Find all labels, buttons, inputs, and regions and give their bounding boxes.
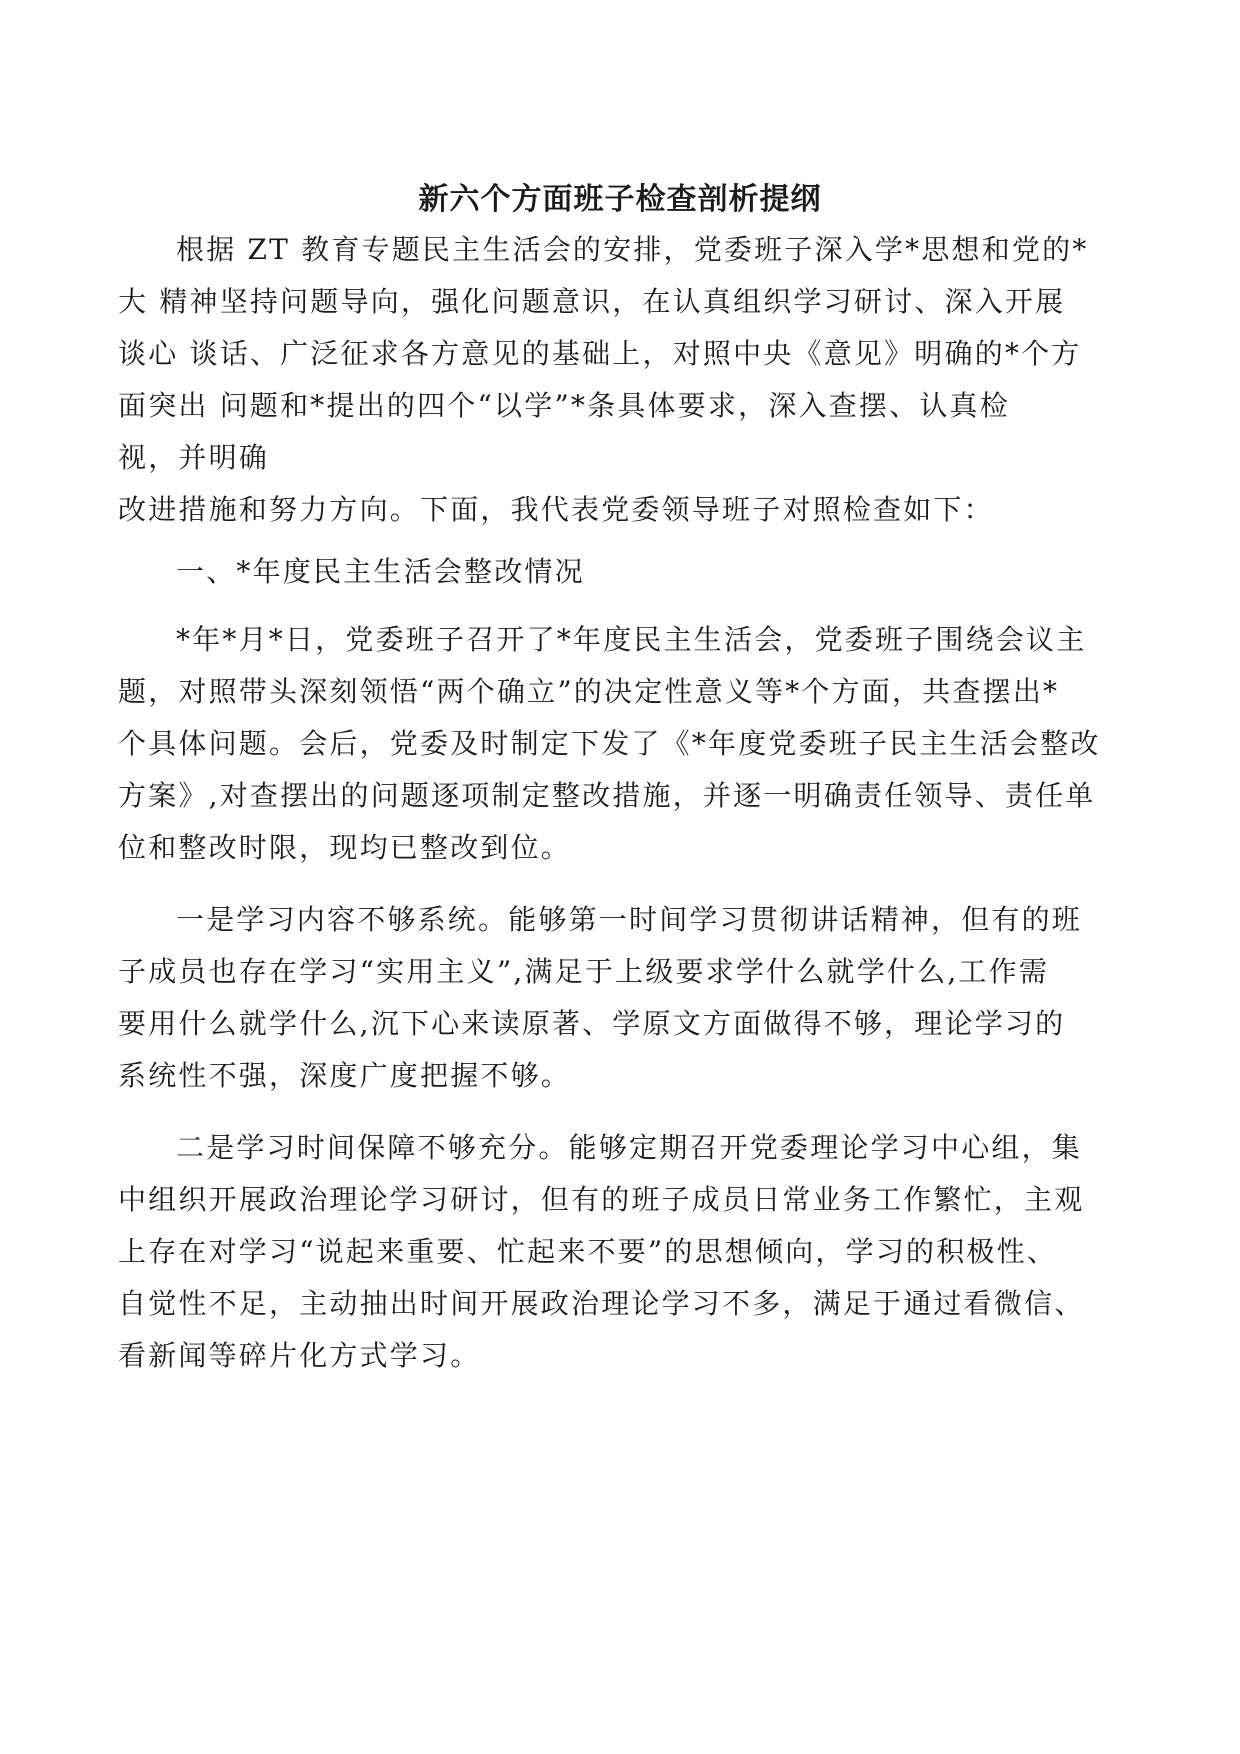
- section-heading-1: 一、*年度民主生活会整改情况: [176, 555, 585, 588]
- para2-line-1: 一是学习内容不够系统。能够第一时间学习贯彻讲话精神，但有的班: [176, 903, 1083, 936]
- intro-line-4: 面突出 问题和*提出的四个“以学”*条具体要求，深入查摆、认真检: [118, 389, 1010, 422]
- para1-line-2: 题，对照带头深刻领悟“两个确立”的决定性意义等*个方面，共查摆出*: [118, 675, 1060, 708]
- para1-line-3: 个具体问题。会后，党委及时制定下发了《*年度党委班子民主生活会整改: [118, 727, 1101, 760]
- para1-line-5: 位和整改时限，现均已整改到位。: [118, 831, 572, 864]
- para2-line-2: 子成员也存在学习“实用主义”,满足于上级要求学什么就学什么,工作需: [118, 955, 1050, 988]
- para3-line-2: 中组织开展政治理论学习研讨，但有的班子成员日常业务工作繁忙，主观: [118, 1183, 1085, 1216]
- para1-line-4: 方案》,对查摆出的问题逐项制定整改措施，并逐一明确责任领导、责任单: [118, 779, 1096, 812]
- para3-line-5: 看新闻等碎片化方式学习。: [118, 1339, 481, 1372]
- intro-line-2: 大 精神坚持问题导向，强化问题意识，在认真组织学习研讨、深入开展: [118, 285, 1066, 318]
- intro-line-3: 谈心 谈话、广泛征求各方意见的基础上，对照中央《意见》明确的*个方: [118, 337, 1082, 370]
- para2-line-4: 系统性不强，深度广度把握不够。: [118, 1059, 572, 1092]
- intro-line-5: 视，并明确: [118, 441, 270, 474]
- intro-line-6: 改进措施和努力方向。下面，我代表党委领导班子对照检查如下：: [118, 493, 994, 526]
- para3-line-4: 自觉性不足，主动抽出时间开展政治理论学习不多，满足于通过看微信、: [118, 1287, 1085, 1320]
- para2-line-3: 要用什么就学什么,沉下心来读原著、学原文方面做得不够，理论学习的: [118, 1007, 1066, 1040]
- intro-line-1: 根据 ZT 教育专题民主生活会的安排，党委班子深入学*思想和党的*: [176, 233, 1089, 266]
- para1-line-1: *年*月*日，党委班子召开了*年度民主生活会，党委班子围绕会议主: [176, 623, 1087, 656]
- para3-line-1: 二是学习时间保障不够充分。能够定期召开党委理论学习中心组，集: [176, 1131, 1083, 1164]
- para3-line-3: 上存在对学习“说起来重要、忙起来不要”的思想倾向，学习的积极性、: [118, 1235, 1058, 1268]
- document-title: 新六个方面班子检查剖析提纲: [418, 182, 822, 217]
